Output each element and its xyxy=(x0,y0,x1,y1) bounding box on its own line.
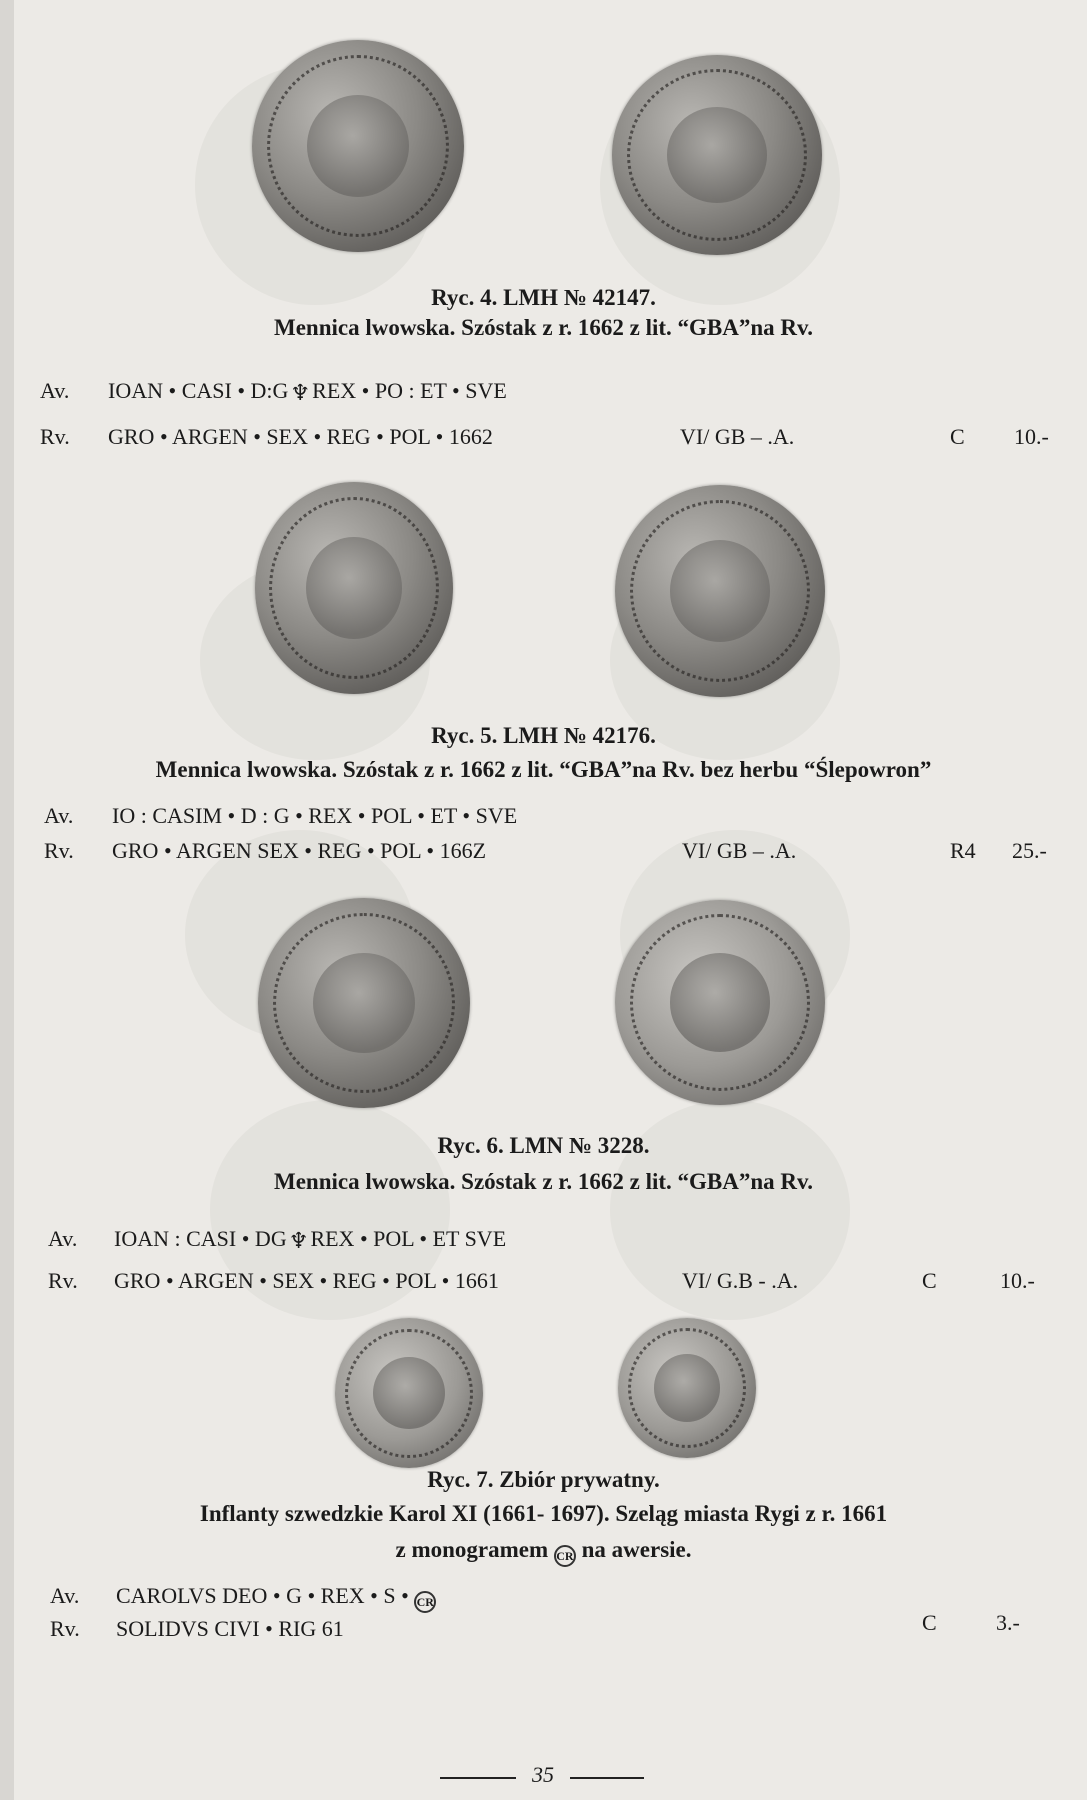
fig7-rv-legend: SOLIDVS CIVI • RIG 61 xyxy=(116,1616,344,1641)
fig6-rv-legend: GRO • ARGEN • SEX • REG • POL • 1661 xyxy=(114,1268,499,1293)
fig5-rv-legend: GRO • ARGEN SEX • REG • POL • 166Z xyxy=(112,838,487,863)
cr-monogram-icon: CR xyxy=(554,1545,576,1567)
fig4-av-legend xyxy=(108,378,507,406)
fig6-caption-desc: Mennica lwowska. Szóstak z r. 1662 z lit. “GBA”na Rv. xyxy=(273,1169,814,1194)
fig4-rv-rarity: C xyxy=(950,424,965,449)
fig5-caption-desc: Mennica lwowska. Szóstak z r. 1662 z lit. “GBA”na Rv. bez herbu “Ślepowron” xyxy=(155,757,932,782)
coin-fig4-reverse xyxy=(612,55,822,255)
page-number: 35 xyxy=(532,1762,554,1787)
fig6-av-text-post: REX • POL • ET SVE xyxy=(310,1226,507,1251)
fig5-av-label: Av. xyxy=(44,803,74,828)
fig5-av-legend: IO : CASIM • D : G • REX • POL • ET • SVE xyxy=(112,803,518,828)
fig7-rv-label: Rv. xyxy=(50,1616,80,1641)
fig6-av-legend xyxy=(114,1226,506,1254)
cr-monogram-icon: CR xyxy=(414,1591,436,1613)
fig7-av-label: Av. xyxy=(50,1583,80,1608)
fig6-rv-price: 10.- xyxy=(1000,1268,1035,1293)
fig6-av-text-pre: IOAN : CASI • DG xyxy=(114,1226,287,1251)
page-edge xyxy=(0,0,14,1800)
coin-fig6-reverse xyxy=(615,900,825,1105)
fig4-caption-desc: Mennica lwowska. Szóstak z r. 1662 z lit. “GBA”na Rv. xyxy=(273,315,814,340)
fig6-caption-title: Ryc. 6. LMN № 3228. xyxy=(437,1133,650,1158)
fig6-rv-rarity: C xyxy=(922,1268,937,1293)
fig4-rv-mint: VI/ GB – .A. xyxy=(680,424,795,449)
fig5-rv-price: 25.- xyxy=(1012,838,1047,863)
footer-rule-left xyxy=(440,1777,516,1779)
coin-fig4-obverse xyxy=(252,40,464,252)
fig4-rv-price: 10.- xyxy=(1014,424,1049,449)
fig4-caption-title: Ryc. 4. LMH № 42147. xyxy=(431,285,656,310)
coin-fig7-reverse xyxy=(618,1318,756,1458)
fig7-rv-rarity: C xyxy=(922,1610,937,1635)
fig5-rv-mint: VI/ GB – .A. xyxy=(682,838,797,863)
coin-fig5-reverse xyxy=(615,485,825,697)
fig6-av-label: Av. xyxy=(48,1226,78,1251)
fig7-caption-desc: Inflanty szwedzkie Karol XI (1661- 1697). Szeląg miasta Rygi z r. 1661 xyxy=(199,1501,888,1526)
coin-fig6-obverse xyxy=(258,898,470,1108)
fig7-caption-desc2 xyxy=(0,1536,1087,1567)
fig7-caption-title: Ryc. 7. Zbiór prywatny. xyxy=(427,1467,660,1492)
fig7-av-legend xyxy=(116,1583,436,1613)
fig4-rv-label: Rv. xyxy=(40,424,70,449)
coin-fig7-obverse xyxy=(335,1318,483,1468)
slepowron-herb-icon: ♆ xyxy=(290,380,311,405)
fig5-caption-title: Ryc. 5. LMH № 42176. xyxy=(431,723,656,748)
fig4-rv-legend: GRO • ARGEN • SEX • REG • POL • 1662 xyxy=(108,424,493,449)
fig7-caption-desc2-pre: z monogramem xyxy=(395,1537,549,1562)
fig5-rv-rarity: R4 xyxy=(950,838,976,863)
fig6-rv-label: Rv. xyxy=(48,1268,78,1293)
fig5-rv-label: Rv. xyxy=(44,838,74,863)
fig7-av-text: CAROLVS DEO • G • REX • S • xyxy=(116,1583,409,1608)
fig7-caption-desc2-post: na awersie. xyxy=(581,1537,692,1562)
fig7-rv-price: 3.- xyxy=(996,1610,1020,1635)
fig4-av-text-pre: IOAN • CASI • D:G xyxy=(108,378,289,403)
slepowron-herb-icon: ♆ xyxy=(288,1228,309,1253)
fig4-av-text-post: REX • PO : ET • SVE xyxy=(312,378,507,403)
fig6-rv-mint: VI/ G.B - .A. xyxy=(682,1268,799,1293)
fig4-av-label: Av. xyxy=(40,378,70,403)
coin-fig5-obverse xyxy=(255,482,453,694)
footer-rule-right xyxy=(570,1777,644,1779)
